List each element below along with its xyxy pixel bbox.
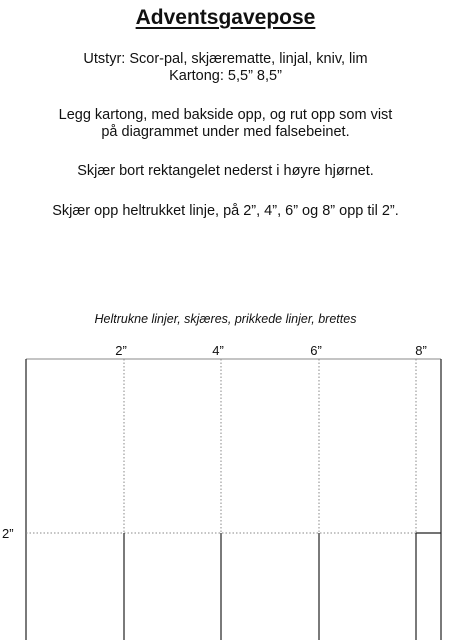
measure-label-2in: 2” <box>115 343 127 358</box>
layout-instruction-line-1: Legg kartong, med bakside opp, og rut opp som vist <box>58 107 393 123</box>
cut-lines-line: Skjær opp heltrukket linje, på 2”, 4”, 6” og 8” opp til 2”. <box>52 203 399 219</box>
measure-label-4in: 4” <box>212 343 224 358</box>
cut-corner-line: Skjær bort rektangelet nederst i høyre hjørnet. <box>77 163 374 179</box>
diagram-caption: Heltrukne linjer, skjæres, prikkede linjer, brettes <box>94 312 357 326</box>
layout-instruction-line-2: på diagrammet under med falsebeinet. <box>101 124 350 140</box>
equipment-line: Utstyr: Scor-pal, skjærematte, linjal, kniv, lim <box>83 51 368 67</box>
measure-label-8in: 8” <box>415 343 427 358</box>
cardboard-size-line: Kartong: 5,5” 8,5” <box>169 68 282 84</box>
measure-label-6in: 6” <box>310 343 322 358</box>
measure-label-side-2in: 2” <box>2 526 14 541</box>
page-title: Adventsgavepose <box>135 6 316 29</box>
